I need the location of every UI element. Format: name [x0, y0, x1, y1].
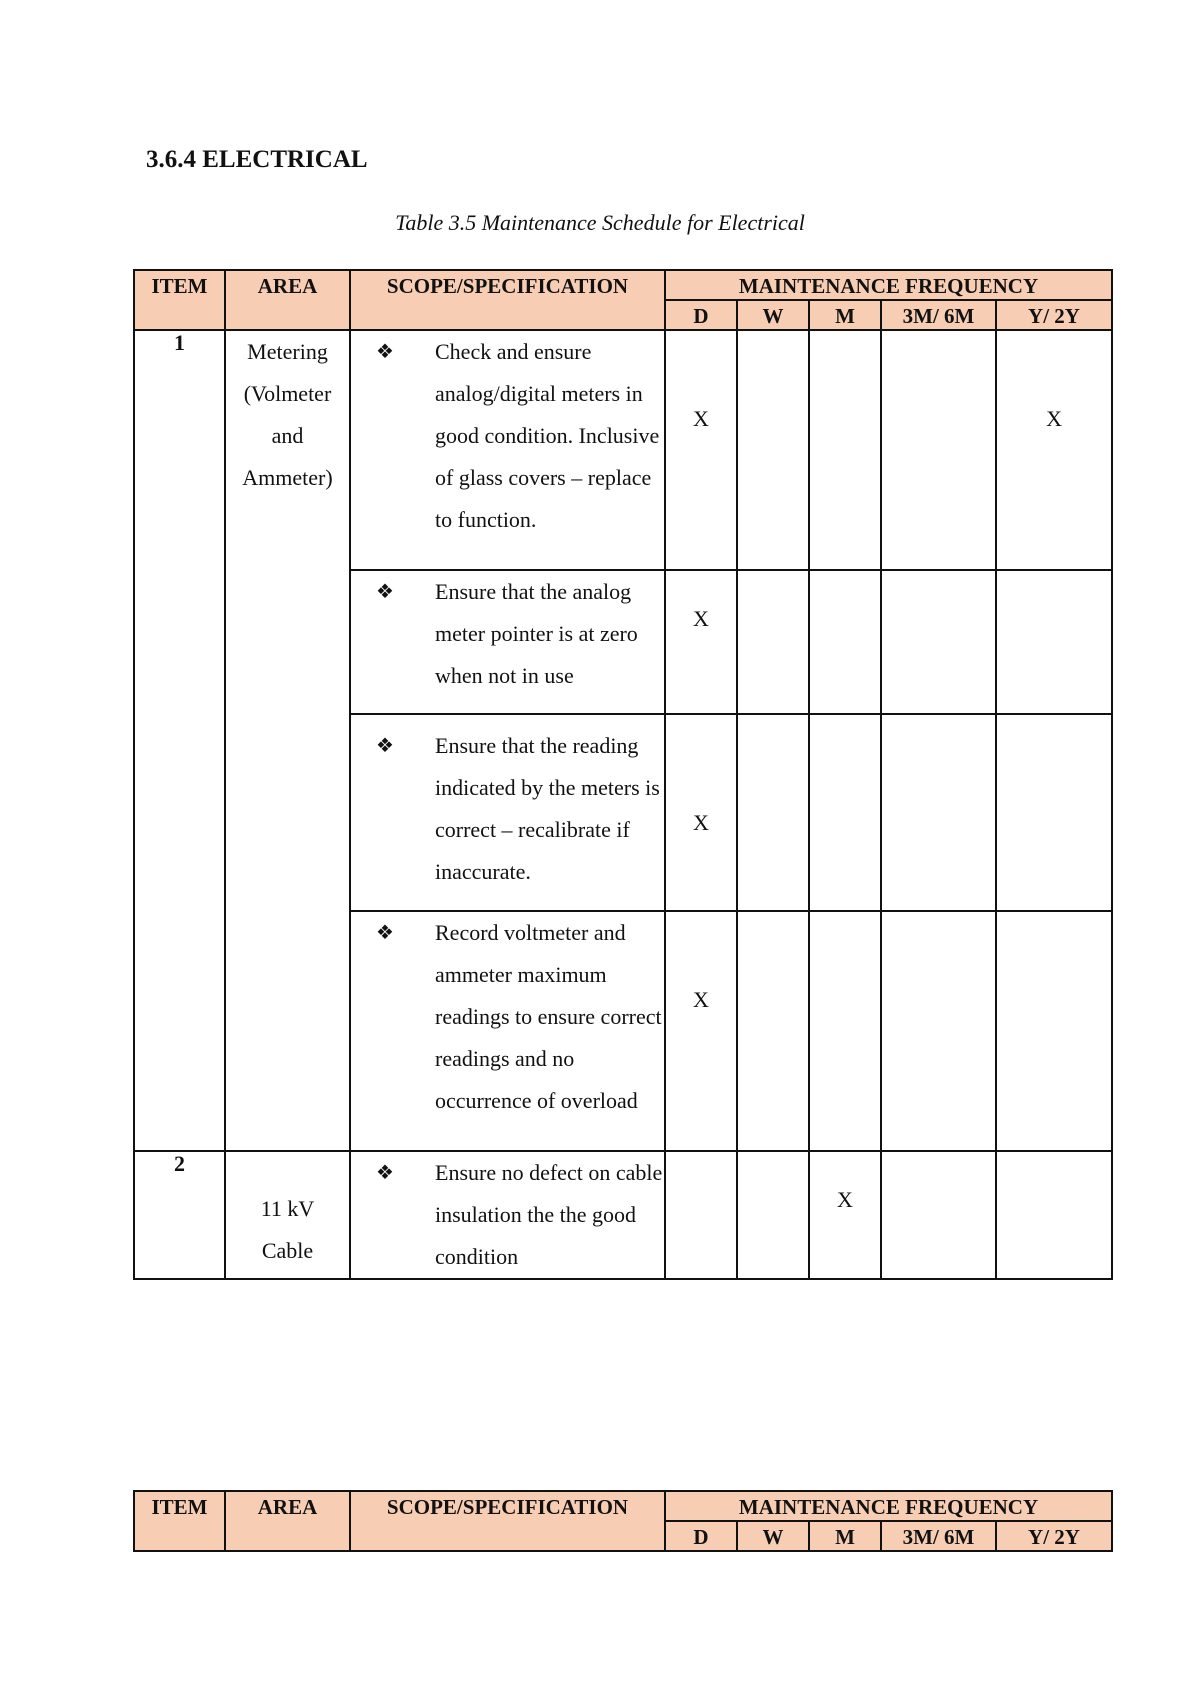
mark-m — [809, 911, 881, 1151]
mark-y-2y: X — [996, 330, 1112, 570]
table-row — [134, 1151, 1112, 1279]
scope-cell — [350, 1151, 665, 1279]
header-freq-d: D — [665, 300, 737, 330]
scope-text: Ensure that the reading indicated by the meters is correct – recalibrate if inaccurate. — [435, 733, 660, 884]
item-number: 2 — [134, 1151, 225, 1279]
mark-y-2y — [996, 714, 1112, 911]
scope-text: Ensure no defect on cable insulation the the good condition — [435, 1160, 663, 1269]
scope-cell — [350, 330, 665, 570]
header-scope: SCOPE/SPECIFICATION — [350, 1491, 665, 1551]
header-scope: SCOPE/SPECIFICATION — [350, 270, 665, 330]
bullet-icon: ❖ — [376, 341, 394, 363]
mark-w — [737, 570, 809, 714]
scope-cell — [350, 911, 665, 1151]
mark-y-2y — [996, 911, 1112, 1151]
header-frequency: MAINTENANCE FREQUENCY — [665, 270, 1112, 300]
mark-m — [809, 330, 881, 570]
table-row — [134, 330, 1112, 570]
header-freq-y-2y: Y/ 2Y — [996, 300, 1112, 330]
mark-3m-6m — [881, 330, 996, 570]
table-caption: Table 3.5 Maintenance Schedule for Electrical — [395, 210, 805, 235]
scope-text: Record voltmeter and ammeter maximum readings to ensure correct readings and no occurrence of overload — [435, 920, 662, 1113]
mark-d: X — [665, 330, 737, 570]
area-text: 11 kV Cable — [260, 1196, 315, 1263]
mark-w — [737, 330, 809, 570]
mark-y-2y — [996, 1151, 1112, 1279]
bullet-icon: ❖ — [376, 581, 394, 603]
header-freq-y-2y: Y/ 2Y — [996, 1521, 1112, 1551]
mark-y-2y — [996, 570, 1112, 714]
header-freq-3m-6m: 3M/ 6M — [881, 1521, 996, 1551]
mark-d: X — [665, 570, 737, 714]
mark-3m-6m — [881, 911, 996, 1151]
header-item: ITEM — [134, 270, 225, 330]
mark-m — [809, 570, 881, 714]
header-freq-w: W — [737, 300, 809, 330]
header-freq-w: W — [737, 1521, 809, 1551]
mark-d — [665, 1151, 737, 1279]
bullet-icon: ❖ — [376, 922, 394, 944]
scope-cell — [350, 714, 665, 911]
header-freq-m: M — [809, 300, 881, 330]
header-freq-d: D — [665, 1521, 737, 1551]
area-cell — [225, 330, 350, 1151]
header-area: AREA — [225, 270, 350, 330]
maintenance-table — [133, 269, 1113, 1280]
section-heading: 3.6.4 ELECTRICAL — [146, 146, 368, 173]
header-item: ITEM — [134, 1491, 225, 1551]
header-area: AREA — [225, 1491, 350, 1551]
scope-cell — [350, 570, 665, 714]
mark-m: X — [809, 1151, 881, 1279]
area-text: Metering (Volmeter and Ammeter) — [242, 339, 333, 490]
mark-w — [737, 1151, 809, 1279]
mark-w — [737, 714, 809, 911]
mark-3m-6m — [881, 1151, 996, 1279]
mark-3m-6m — [881, 714, 996, 911]
mark-w — [737, 911, 809, 1151]
header-frequency: MAINTENANCE FREQUENCY — [665, 1491, 1112, 1521]
header-freq-m: M — [809, 1521, 881, 1551]
maintenance-table-continued-header — [133, 1490, 1113, 1552]
scope-text: Check and ensure analog/digital meters in good condition. Inclusive of glass covers – replace to function. — [435, 339, 660, 532]
bullet-icon: ❖ — [376, 735, 394, 757]
mark-d: X — [665, 714, 737, 911]
area-cell — [225, 1151, 350, 1279]
mark-3m-6m — [881, 570, 996, 714]
mark-d: X — [665, 911, 737, 1151]
header-freq-3m-6m: 3M/ 6M — [881, 300, 996, 330]
bullet-icon: ❖ — [376, 1162, 394, 1184]
mark-m — [809, 714, 881, 911]
item-number: 1 — [134, 330, 225, 1151]
scope-text: Ensure that the analog meter pointer is at zero when not in use — [435, 579, 638, 688]
